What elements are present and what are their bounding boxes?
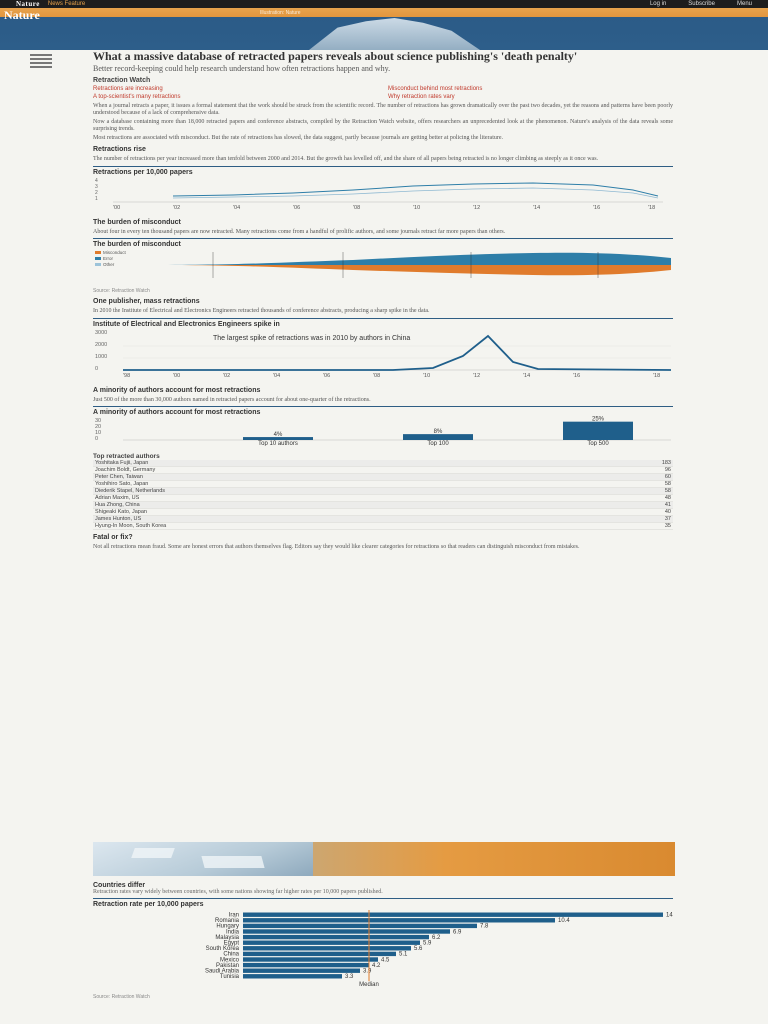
body-paragraph: Most retractions are associated with misconduct. But the rate of retractions has slowed, the data suggest, partly because journals are getting better at policing the literature. [93, 135, 504, 142]
site-brand[interactable]: Nature [16, 0, 40, 8]
y-tick: 2 [95, 189, 98, 196]
bar [243, 969, 360, 973]
login-link[interactable]: Log in [649, 1, 667, 7]
table-row [93, 502, 673, 509]
top-bar [0, 0, 768, 8]
article [93, 48, 673, 551]
x-ticks [123, 373, 660, 378]
category-label: Top 10 authors [258, 441, 298, 447]
table-row [93, 509, 673, 516]
section-heading: Fatal or fix? [93, 534, 133, 542]
legend-swatch-misconduct [95, 251, 101, 254]
y-tick: 0 [95, 365, 99, 372]
x-tick: '04 [273, 372, 281, 378]
x-tick: '98 [123, 372, 131, 378]
x-tick: '08 [353, 204, 361, 210]
y-tick: 0 [95, 436, 99, 443]
author-name: Diederik Stapel, Netherlands [93, 488, 513, 495]
x-tick: '00 [173, 372, 181, 378]
annotation-text: The largest spike of retractions was in 2010 by authors in China [213, 334, 411, 342]
standfirst: Better record-keeping could help research understand how often retractions happen and why. [93, 64, 391, 73]
x-tick: '02 [223, 372, 231, 378]
legend-label: Error [103, 256, 113, 262]
y-tick: 30 [95, 418, 102, 425]
table-row [93, 495, 673, 502]
bar [243, 952, 396, 956]
y-axis [95, 330, 107, 372]
category-label: Top 100 [427, 441, 449, 447]
authors-chart-svg [93, 416, 673, 446]
series-line-secondary [173, 188, 658, 198]
author-name: James Hunton, US [93, 516, 513, 523]
chart-rule [93, 406, 673, 407]
top-nav [650, 1, 752, 7]
x-tick: '18 [653, 372, 661, 378]
x-tick: '16 [593, 204, 601, 210]
body-paragraph: In 2010 the Institute of Electrical and Electronics Engineers retracted thousands of conference abstracts, producing a sharp spike in the data. [93, 308, 430, 315]
y-tick: 3 [95, 183, 98, 190]
country-label: Pakistan [215, 963, 239, 970]
country-label: Mexico [219, 957, 239, 964]
bar-value-label: 3.9 [363, 968, 372, 975]
y-axis [95, 178, 98, 202]
section-heading: A minority of authors account for most retractions [93, 386, 261, 394]
y-tick: 10 [95, 430, 102, 437]
related-link[interactable]: A top-scientist's many retractions [93, 94, 181, 100]
chart-title: Retraction rate per 10,000 papers [93, 901, 204, 909]
table-row [93, 474, 673, 481]
table-row [93, 523, 673, 530]
photo-shard [131, 848, 175, 858]
author-name: Peter Chen, Taiwan [93, 474, 513, 481]
x-tick: '12 [473, 204, 481, 210]
countries-chart-svg [93, 908, 673, 988]
chart-source: Source: Retraction Watch [93, 288, 150, 295]
related-link[interactable]: Retractions are increasing [93, 86, 163, 92]
authors-table [93, 453, 673, 530]
bar [243, 913, 663, 917]
related-label: Retraction Watch [93, 77, 151, 84]
chart-title: The burden of misconduct [93, 241, 181, 249]
table-row [93, 467, 673, 474]
retraction-count: 48 [513, 495, 673, 502]
bar-value-label: 5.9 [423, 940, 432, 947]
author-name: Yoshitaka Fujii, Japan [93, 460, 513, 467]
retraction-count: 58 [513, 488, 673, 495]
bar-value-label: 10.4 [558, 918, 570, 925]
ieee-chart-svg [93, 328, 673, 378]
body-paragraph: About four in every ten thousand papers are now retracted. Many retractions come from a handful of prolific authors, and some journals retract far more papers than others. [93, 228, 506, 235]
section-heading: Retractions rise [93, 145, 146, 153]
headline: What a massive database of retracted papers reveals about science publishing's 'death penalty' [93, 49, 578, 63]
legend-swatch-error [95, 257, 101, 260]
x-tick: '00 [113, 204, 121, 210]
bar [243, 919, 555, 923]
y-tick: 3000 [95, 329, 108, 336]
retraction-count: 40 [513, 509, 673, 516]
bar [243, 963, 369, 967]
rise-chart-svg [93, 176, 673, 210]
lower-article [93, 878, 673, 1000]
body-paragraph: Retraction rates vary widely between countries, with some nations showing far higher rates per 10,000 papers published. [93, 889, 383, 895]
bar [243, 975, 342, 979]
hero-title: Nature [4, 8, 40, 22]
retraction-count: 35 [513, 523, 673, 530]
retraction-count: 58 [513, 481, 673, 488]
chart-title: A minority of authors account for most retractions [93, 409, 261, 417]
bar-value-label: 4.2 [372, 963, 381, 970]
bar-value-label: 5.6 [414, 946, 423, 953]
body-paragraph: Now a database containing more than 18,000 retracted papers and conference abstracts, compiled by the Retraction Watch website, offers researchers an unprecedented look at the phenomenon. Nature's analysis of the data reveals some surprising trends. [93, 119, 673, 132]
country-label: Malaysia [215, 935, 239, 942]
x-ticks [113, 205, 655, 210]
body-paragraph: When a journal retracts a paper, it issues a formal statement that the work should be struck from the scientific record. The number of retractions has grown dramatically over the past two decades, yet the reasons and patterns have been poorly understood because of a lack of comprehensive data. [93, 103, 673, 116]
photo-shard [201, 856, 264, 868]
category-label: Top 500 [587, 441, 609, 447]
ieee-chart [93, 321, 673, 383]
x-tick: '12 [473, 372, 481, 378]
body-paragraph: Not all retractions mean fraud. Some are honest errors that authors themselves flag. Editors say they would like clearer categories for retractions so that readers can distinguish misconduct from mistakes. [93, 544, 580, 551]
x-tick: '10 [423, 372, 431, 378]
stream-misconduct [153, 265, 671, 275]
country-label: Iran [228, 912, 239, 919]
x-tick: '14 [533, 204, 541, 210]
bar-value-label: 25% [591, 417, 605, 424]
x-tick: '18 [648, 204, 656, 210]
x-tick: '06 [323, 372, 331, 378]
misconduct-chart [93, 241, 673, 294]
related-links [93, 77, 673, 100]
x-tick: '16 [573, 372, 581, 378]
bar-value-label: 8% [433, 429, 443, 436]
chart-rule [93, 238, 673, 239]
chart-rule [93, 898, 673, 899]
y-tick: 2000 [95, 341, 108, 348]
x-tick: '02 [173, 204, 181, 210]
bar [243, 935, 429, 939]
bar-value-label: 3.3 [345, 974, 354, 981]
table-row [93, 488, 673, 495]
bar [243, 958, 378, 962]
legend-label: Misconduct [103, 250, 126, 256]
author-name: Hua Zhong, China [93, 502, 513, 509]
country-label: Egypt [223, 940, 239, 947]
country-label: China [223, 952, 239, 959]
subscribe-link[interactable]: Subscribe [688, 1, 715, 7]
photo-strip [93, 842, 675, 876]
bar [243, 924, 477, 928]
author-name: Joachim Boldt, Germany [93, 467, 513, 474]
bar-value-label: 6.2 [432, 935, 441, 942]
bar-value-label: 5.1 [399, 952, 408, 959]
country-label: Saudi Arabia [204, 968, 239, 975]
chart-rule [93, 318, 673, 319]
chart-rule [93, 166, 673, 167]
bar-value-label: 14 [666, 912, 673, 919]
x-tick: '08 [373, 372, 381, 378]
retraction-count: 183 [513, 460, 673, 467]
bar [563, 422, 633, 440]
authors-chart [93, 409, 673, 451]
bar-value-label: 4.5 [381, 957, 390, 964]
retraction-count: 37 [513, 516, 673, 523]
table-title: Top retracted authors [93, 453, 160, 461]
median-label: Median [359, 982, 379, 989]
retraction-count: 41 [513, 502, 673, 509]
section-heading: The burden of misconduct [93, 218, 181, 226]
author-name: Hyung-In Moon, South Korea [93, 523, 513, 530]
country-label: Hungary [216, 924, 239, 931]
country-label: Romania [214, 918, 239, 925]
body-paragraph: Just 500 of the more than 30,000 authors named in retracted papers account for about one-quarter of the retractions. [93, 396, 371, 403]
bar [243, 947, 411, 951]
y-tick: 20 [95, 424, 102, 431]
bar-value-label: 7.8 [480, 924, 489, 931]
y-tick: 1000 [95, 353, 108, 360]
bar [243, 930, 450, 934]
stream-error [153, 253, 671, 265]
y-axis [95, 418, 101, 442]
retraction-count: 96 [513, 467, 673, 474]
x-tick: '06 [293, 204, 301, 210]
legend-label: Other [103, 262, 115, 268]
legend-swatch-other [95, 263, 101, 266]
chart-title: Retractions per 10,000 papers [93, 168, 193, 176]
x-tick: '04 [233, 204, 241, 210]
chart-source: Source: Retraction Watch [93, 994, 150, 1001]
retraction-count: 60 [513, 474, 673, 481]
country-label: India [225, 929, 239, 936]
x-tick: '14 [523, 372, 531, 378]
hero-caption: Illustration: Nature [260, 10, 301, 16]
share-menu-icon[interactable] [30, 54, 52, 68]
photo-sun [293, 842, 675, 876]
related-link[interactable]: Misconduct behind most retractions [388, 86, 483, 92]
section-label[interactable]: News Feature [47, 1, 86, 7]
bar-value-label: 4% [273, 432, 283, 439]
countries-chart [93, 901, 673, 1000]
menu-link[interactable]: Menu [736, 1, 752, 7]
section-heading: One publisher, mass retractions [93, 298, 200, 306]
rise-chart [93, 169, 673, 215]
y-tick: 4 [95, 177, 98, 184]
hero-image [0, 8, 768, 50]
bar-value-label: 6.9 [453, 929, 462, 936]
chart-title: Institute of Electrical and Electronics Engineers spike in [93, 320, 280, 328]
country-label: South Korea [205, 946, 239, 953]
author-name: Shigeaki Kato, Japan [93, 509, 513, 516]
x-tick: '10 [413, 204, 421, 210]
country-label: Tunisia [219, 974, 239, 981]
section-heading: Countries differ [93, 882, 146, 889]
body-paragraph: The number of retractions per year increased more than tenfold between 2000 and 2014. But the growth has levelled off, and the share of all papers being retracted is no longer climbing as steeply as it once was. [93, 155, 599, 162]
table-row [93, 516, 673, 523]
related-link[interactable]: Why retraction rates vary [388, 94, 455, 100]
misconduct-chart-svg [93, 248, 673, 282]
author-name: Adrian Maxim, US [93, 495, 513, 502]
y-tick: 1 [95, 195, 98, 202]
bar [243, 941, 420, 945]
author-name: Yoshihiro Sato, Japan [93, 481, 513, 488]
table-row [93, 481, 673, 488]
